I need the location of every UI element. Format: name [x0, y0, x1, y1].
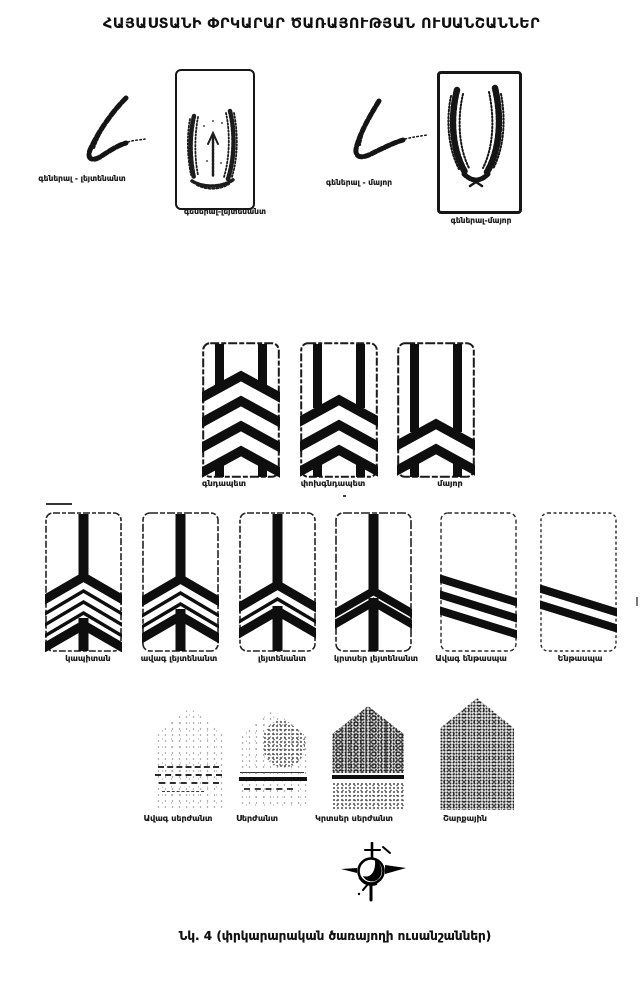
insignia-junior-sergeant-board — [332, 706, 404, 810]
rescue-service-star-badge-icon — [338, 842, 408, 904]
rank-label-lieutenant: լեյտենանտ — [258, 654, 306, 663]
stripe — [159, 782, 219, 784]
insignia-senior-sergeant-board — [155, 708, 225, 808]
wreath-u-icon — [440, 74, 512, 202]
stripe — [158, 766, 220, 768]
stipple-patch — [332, 706, 404, 773]
rank-label-senior-sergeant: Ավագ սերժանտ — [143, 814, 213, 823]
rank-label-sergeant: Սերժանտ — [236, 814, 278, 823]
stipple-patch — [263, 720, 305, 767]
stripe — [238, 777, 310, 781]
insignia-senior-lieutenant-board — [142, 512, 219, 652]
scan-speck — [46, 503, 72, 505]
figure-caption: Նկ. 4 (փրկարարական ծառայողի ուսանշաններ) — [178, 929, 492, 943]
insignia-major-board — [397, 342, 475, 478]
laurel-branch-icon — [335, 95, 430, 170]
scan-speck — [636, 597, 638, 606]
scan-speck — [343, 495, 346, 497]
rank-label-captain: կապիտան — [65, 654, 111, 663]
stripe — [331, 775, 407, 779]
insignia-captain-board — [45, 512, 122, 652]
rank-label-general-major-branch: գեներալ - մայոր — [325, 178, 393, 187]
laurel-branch-icon — [48, 90, 148, 175]
insignia-warrant-officer-board — [540, 512, 617, 652]
rank-label-senior-lieutenant: ավագ լեյտենանտ — [140, 654, 218, 663]
stripe — [240, 772, 304, 773]
rank-label-lieutenant-colonel: փոխգնդապետ — [300, 479, 366, 488]
insignia-lieutenant-board — [239, 512, 316, 652]
insignia-general-lieutenant-board — [175, 69, 255, 210]
stripe — [244, 788, 293, 790]
insignia-colonel-board — [202, 342, 280, 478]
rank-label-junior-lieutenant: կրտսեր լեյտենանտ — [334, 654, 418, 663]
insignia-general-major-board — [437, 71, 522, 214]
insignia-private-board — [440, 698, 514, 810]
rank-label-colonel: գնդապետ — [201, 479, 247, 488]
rank-label-warrant-officer: Ենթասպա — [557, 654, 603, 663]
insignia-sergeant-board — [239, 710, 307, 808]
stripe — [162, 791, 204, 792]
rank-label-general-lieutenant-branch: գեներալ - լեյտենանտ — [38, 174, 126, 183]
page-title: ՀԱՅԱՍՏԱՆԻ ՓՐԿԱՐԱՐ ԾԱՌԱՅՈՒԹՅԱՆ ՈՒՍԱՆՇԱՆՆԵՐ — [102, 16, 541, 32]
insignia-junior-lieutenant-board — [335, 512, 412, 652]
rank-label-major: մայոր — [437, 479, 463, 488]
rank-label-junior-sergeant: Կրտսեր սերժանտ — [315, 814, 393, 823]
insignia-senior-warrant-officer-board — [440, 512, 517, 652]
stripe — [155, 774, 222, 776]
wreath-sprigs-icon — [177, 71, 249, 204]
rank-label-senior-warrant-officer: Ավագ ենթասպա — [435, 654, 507, 663]
rank-label-general-lieutenant-board: գեներալ-լեյտենանտ — [184, 207, 266, 216]
rank-label-private: Շարքային — [443, 814, 487, 823]
insignia-lieutenant-colonel-board — [300, 342, 378, 478]
rank-label-general-major-board: գեներալ-մայոր — [450, 216, 512, 225]
